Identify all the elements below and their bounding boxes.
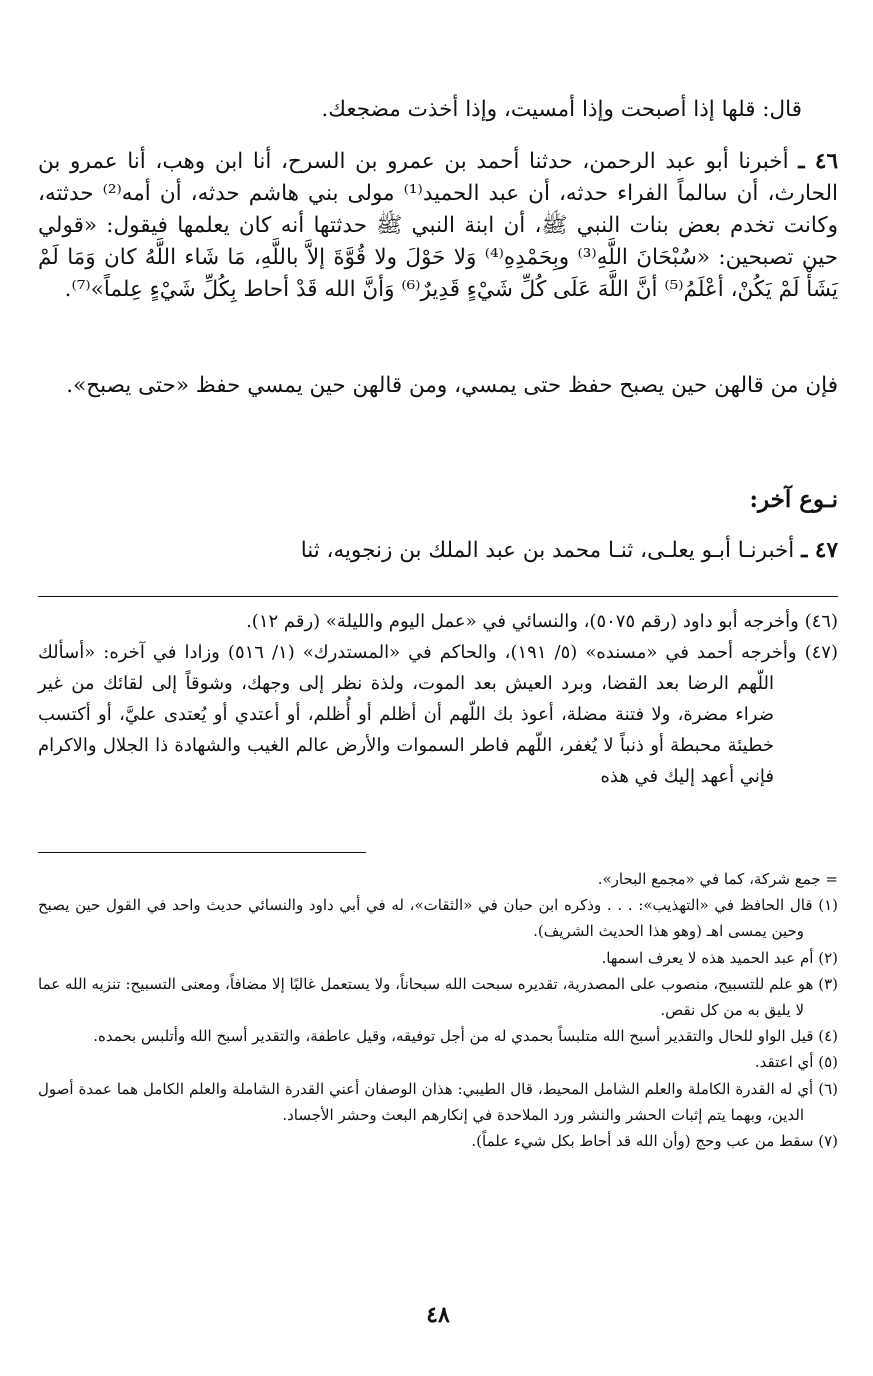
page-number: ٤٨ bbox=[426, 1302, 450, 1328]
footnote-46: (٤٦) وأخرجه أبو داود (رقم ٥٠٧٥)، والنسائي في «عمل اليوم والليلة» (رقم ١٢). bbox=[246, 611, 838, 632]
hadith-46-text: أخبرنا أبو عبد الرحمن، حدثنا أحمد بن عمرو بن السرح، أنا ابن وهب، أنا عمرو بن الحارث، أن سالماً الفراء حدثه، أن عبد الحميد⁽¹⁾ مولى بني هاشم حدثه، أن أمه⁽²⁾ حدثته، وكانت تخدم بعض بنات النبي ﷺ، أن ابنة النبي ﷺ حدثتها أنه كان يعلمها فيقول: «قولي حين تصبحين: «سُبْحَانَ اللَّهِ⁽³⁾ وبِحَمْدِهِ⁽⁴⁾ وَلا حَوْلَ ولا قُوَّةَ إلاَّ باللَّهِ، مَا شَاء اللَّهُ كان وَمَا لَمْ يَشَأْ لَمْ يَكُنْ، أعْلَمُ⁽⁵⁾ أنَّ اللَّهَ عَلَى كُلِّ شَيْءٍ قَدِيرٌ⁽⁶⁾ وَأنَّ الله قَدْ أحاط بِكُلِّ شَيْءٍ عِلماً»⁽⁷⁾. bbox=[38, 149, 839, 302]
footnote-1: (١) قال الحافظ في «التهذيب»: . . . وذكره ابن حبان في «الثقات»، له في أبي داود والنسائي حديث واحد في القول حين يصبح وحين يمسى اهـ (وهو هذا الحديث الشريف). bbox=[38, 896, 838, 941]
hadith-46-number: ٤٦ ـ bbox=[798, 149, 838, 174]
footnote-4: (٤) قيل الواو للحال والتقدير أسبح الله متلبساً بحمدي له من أجل توفيقه، وقيل عاطفة، والتقدير أسبح الله وأتلبس بحمده. bbox=[93, 1027, 838, 1046]
small-footnotes bbox=[38, 866, 838, 1154]
footnote-6: (٦) أي له القدرة الكاملة والعلم الشامل المحيط، قال الطيبي: هذان الوصفان أعني القدرة الشاملة والعلم الكامل هما عمدة أصول الدين، وبهما يتم إثبات الحشر والنشر ورد الملاحدة في إنكارهم البعث وحشر الأجساد. bbox=[38, 1079, 838, 1124]
footnote-2: (٢) أم عبد الحميد هذه لا يعرف اسمها. bbox=[601, 948, 838, 967]
footnote-continuation: = جمع شركة، كما في «مجمع البحار». bbox=[597, 870, 838, 888]
small-footnote-divider bbox=[38, 852, 366, 853]
book-page bbox=[38, 0, 838, 1376]
main-footnotes bbox=[38, 606, 838, 792]
qal-line: قال: قلها إذا أصبحت وإذا أمسيت، وإذا أخذت مضجعك. bbox=[321, 97, 802, 122]
footnote-7: (٧) سقط من عب وحج (وأن الله قد أحاط بكل شيء علماً). bbox=[471, 1132, 838, 1151]
section-subheading: نـوع آخر: bbox=[749, 486, 838, 513]
hadith-47 bbox=[38, 535, 838, 567]
footnote-47: (٤٧) وأخرجه أحمد في «مسنده» (٥/ ١٩١)، والحاكم في «المستدرك» (١/ ٥١٦) وزادا في آخره: «أسألك اللّهم الرضا بعد القضا، وبرد العيش بعد الموت، ولذة نظر إلى وجهك، وشوقاً إلى لقائك من غير ضراء مضرة، ولا فتنة مضلة، أعوذ بك اللّهم أن أظلم أو أُظلم، أو أعتدي أو يُعتدى عليَّ، أو أكتسب خطيئة محبطة أو ذنباً لا يُغفر، اللّهم فاطر السموات والأرض عالم الغيب والشهادة ذا الجلال والاكرام فإني أعهد إليك في هذه bbox=[38, 642, 838, 787]
footnote-3: (٣) هو علم للتسبيح، منصوب على المصدرية، تقديره سبحت الله سبحاناً، ولا يستعمل غالبًا إلا مضافاً، ومعنى التسبيح: تنزيه الله عما لا يليق به من كل نقص. bbox=[38, 974, 838, 1020]
hadith-46 bbox=[38, 146, 838, 306]
hadith-46-continuation: فإن من قالهن حين يصبح حفظ حتى يمسي، ومن قالهن حين يمسي حفظ «حتى يصبح». bbox=[66, 373, 838, 398]
main-footnote-divider bbox=[38, 596, 838, 597]
hadith-47-number: ٤٧ ـ bbox=[801, 538, 838, 563]
hadith-47-text: أخبرنـا أبـو يعلـى، ثنـا محمد بن عبد الملك بن زنجويه، ثنا bbox=[300, 538, 795, 563]
footnote-5: (٥) أي اعتقد. bbox=[754, 1053, 838, 1072]
